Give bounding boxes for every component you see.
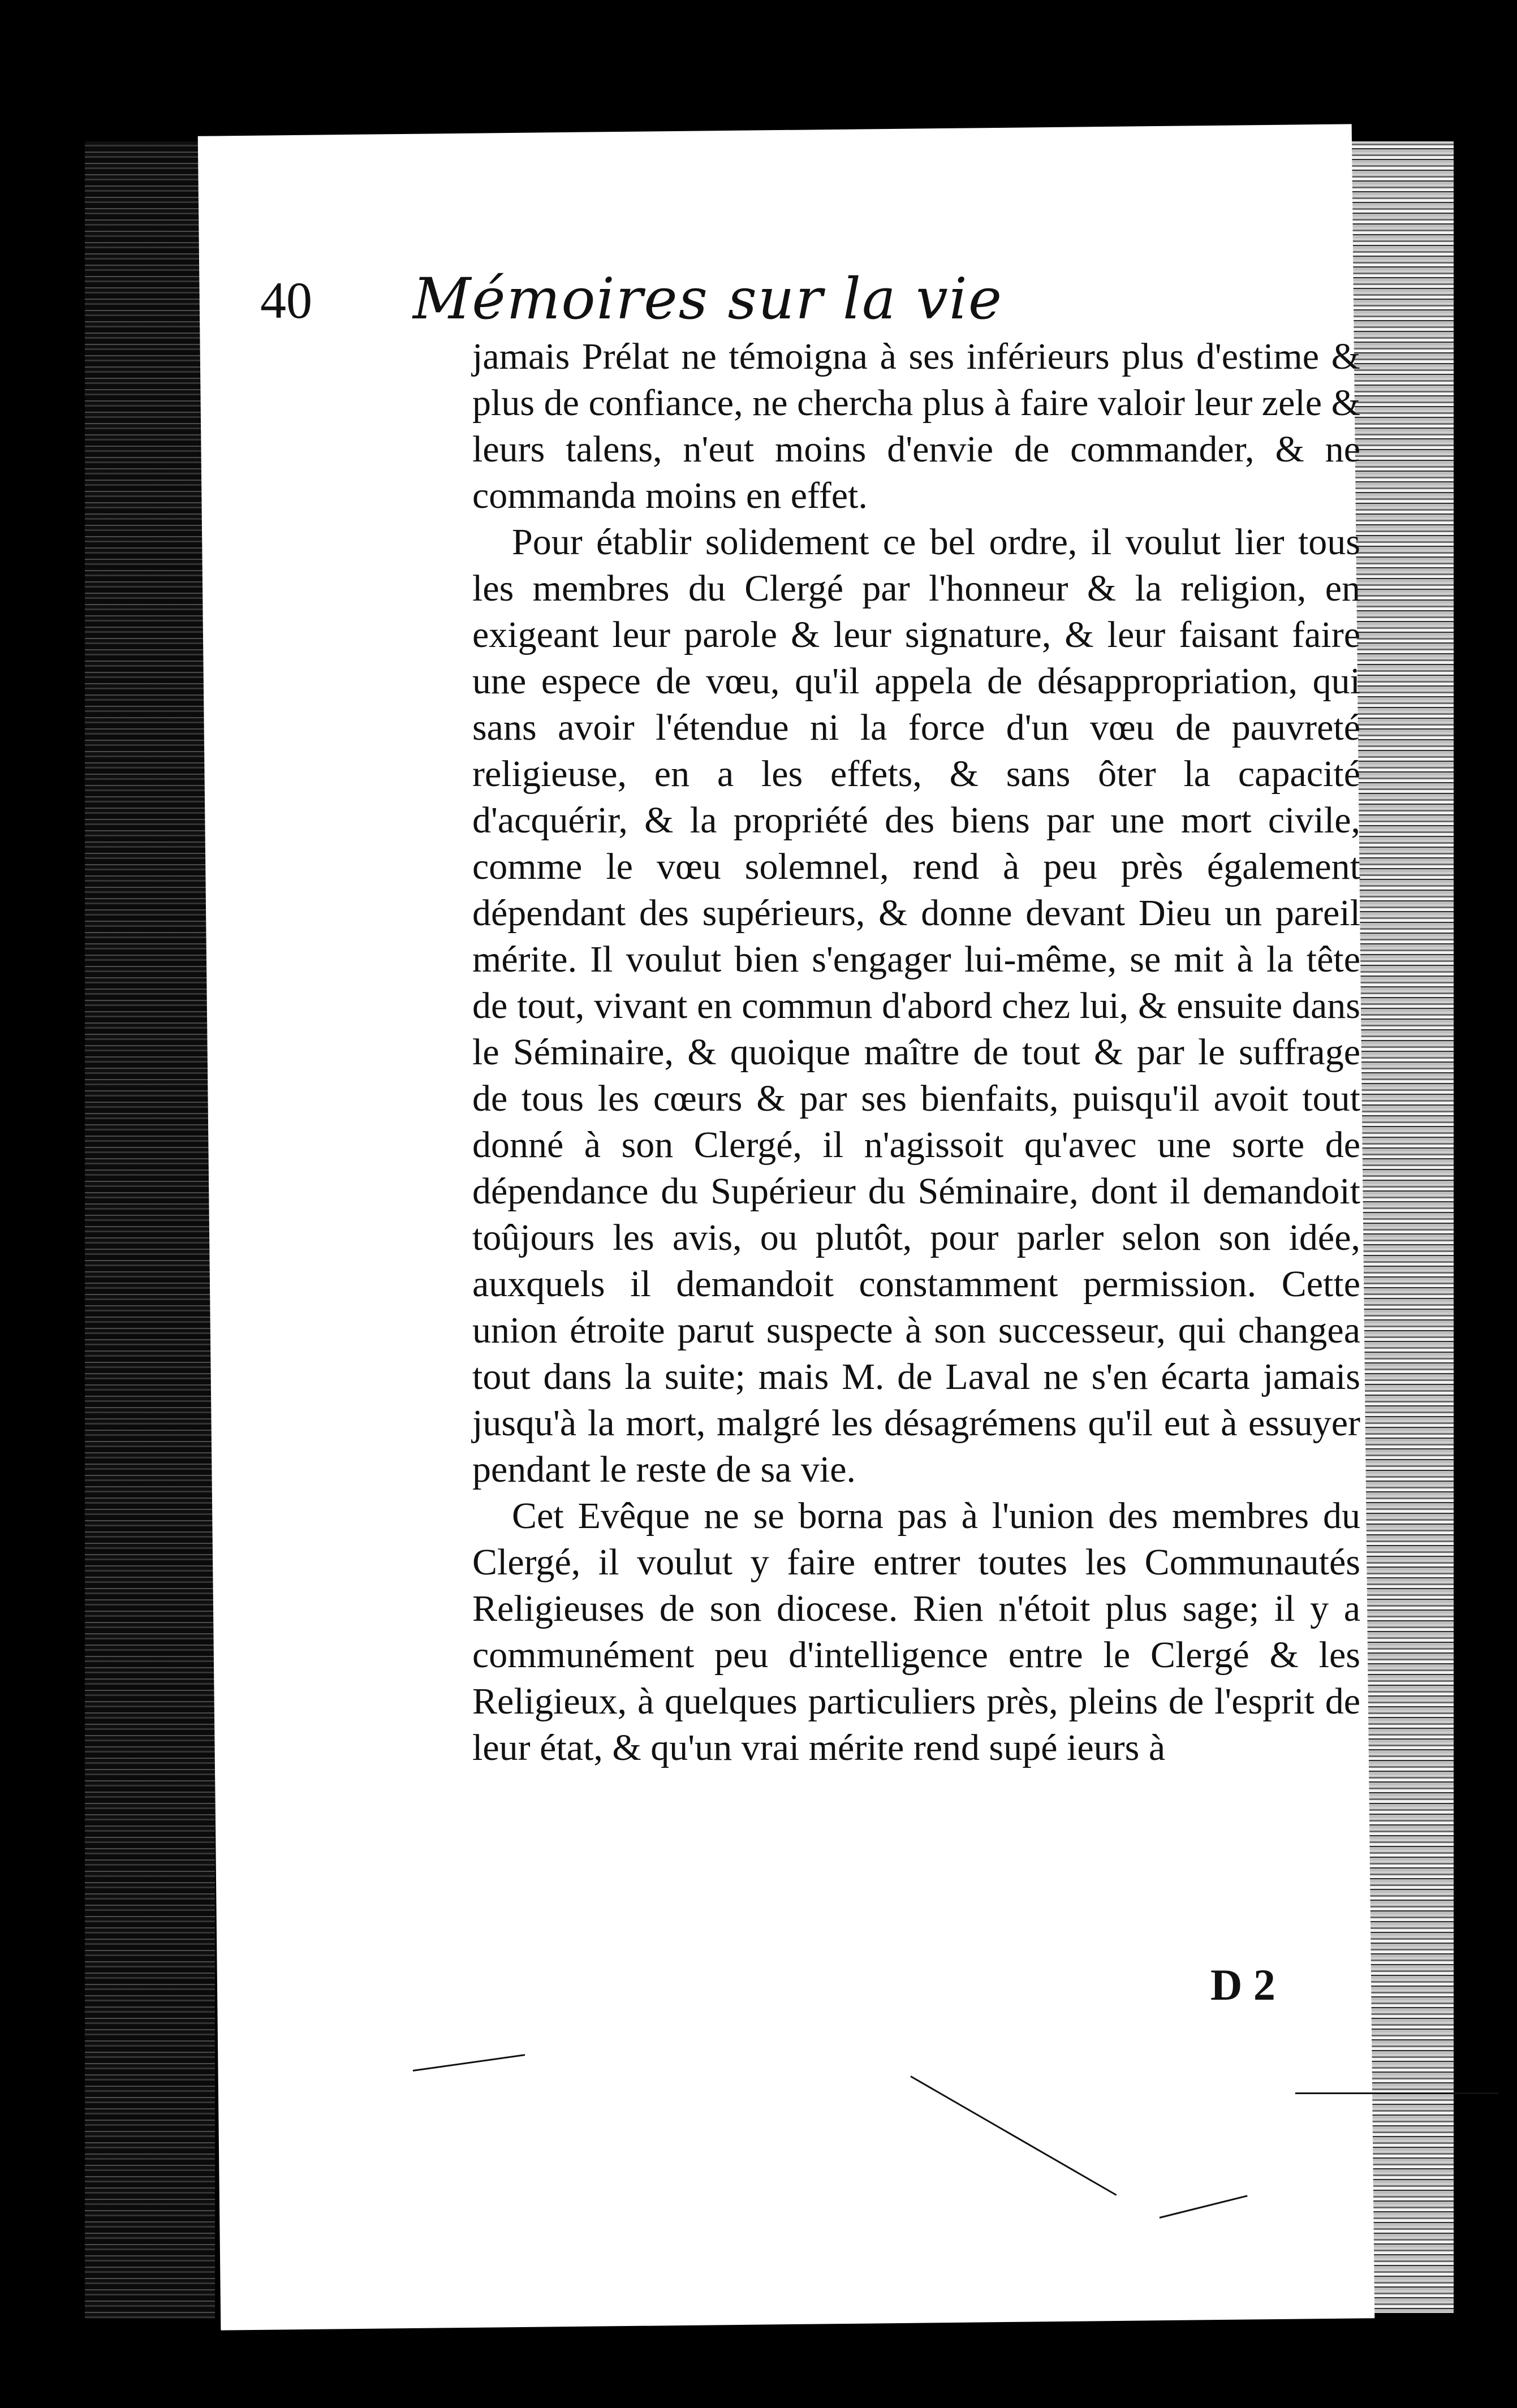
paragraph: Cet Evêque ne se borna pas à l'union des membres du Clergé, il voulut y faire entrer toutes les Communautés Religieuses de son diocese. Rien n'étoit plus sage; il y a communément peu d'intelligence entre le Clergé & les Religieux, à quelques particuliers près, pleins de l'esprit de leur état, & qu'un vrai mérite rend supé ieurs à xyxy=(472,1495,1360,1768)
book-spine-edge xyxy=(85,141,215,2319)
signature-mark: D 2 xyxy=(1210,1960,1275,2009)
page-number: 40 xyxy=(260,271,312,329)
page-body-text xyxy=(472,334,1360,1771)
scan-artifact-line xyxy=(1295,2092,1499,2094)
paragraph: Pour établir solidement ce bel ordre, il voulut lier tous les membres du Clergé par l'honneur & la religion, en exigeant leur parole & leur signature, & leur faisant faire une espece de vœu, qu'il appela de désappropriation, qui sans avoir l'étendue ni la force d'un vœu de pauvreté religieuse, en a les effets, & sans ôter la capacité d'acquérir, & la propriété des biens par une mort civile, comme le vœu solemnel, rend à peu près également dépendant des supérieurs, & donne devant Dieu un pareil mérite. Il voulut bien s'engager lui-même, se mit à la tête de tout, vivant en commun d'abord chez lui, & ensuite dans le Séminaire, & quoique maître de tout & par le suffrage de tous les cœurs & par ses bienfaits, puisqu'il avoit tout donné à son Clergé, il n'agissoit qu'avec une sorte de dépendance du Supérieur du Séminaire, dont il demandoit toûjours les avis, ou plutôt, pour parler selon son idée, auxquels il demandoit constamment permission. Cette union étroite parut suspecte à son successeur, qui changea tout dans la suite; mais M. de Laval ne s'en écarta jamais jusqu'à la mort, malgré les désagrémens qu'il eut à essuyer pendant le reste de sa vie. xyxy=(472,521,1360,1490)
page-header xyxy=(260,266,1278,345)
paragraph-continuation: jamais Prélat ne témoigna à ses inférieurs plus d'estime & plus de confiance, ne chercha plus à faire valoir leur zele & leurs talens, n'eut moins d'envie de commander, & ne commanda moins en effet. xyxy=(472,336,1360,516)
running-title: Mémoires sur la vie xyxy=(413,266,1003,332)
